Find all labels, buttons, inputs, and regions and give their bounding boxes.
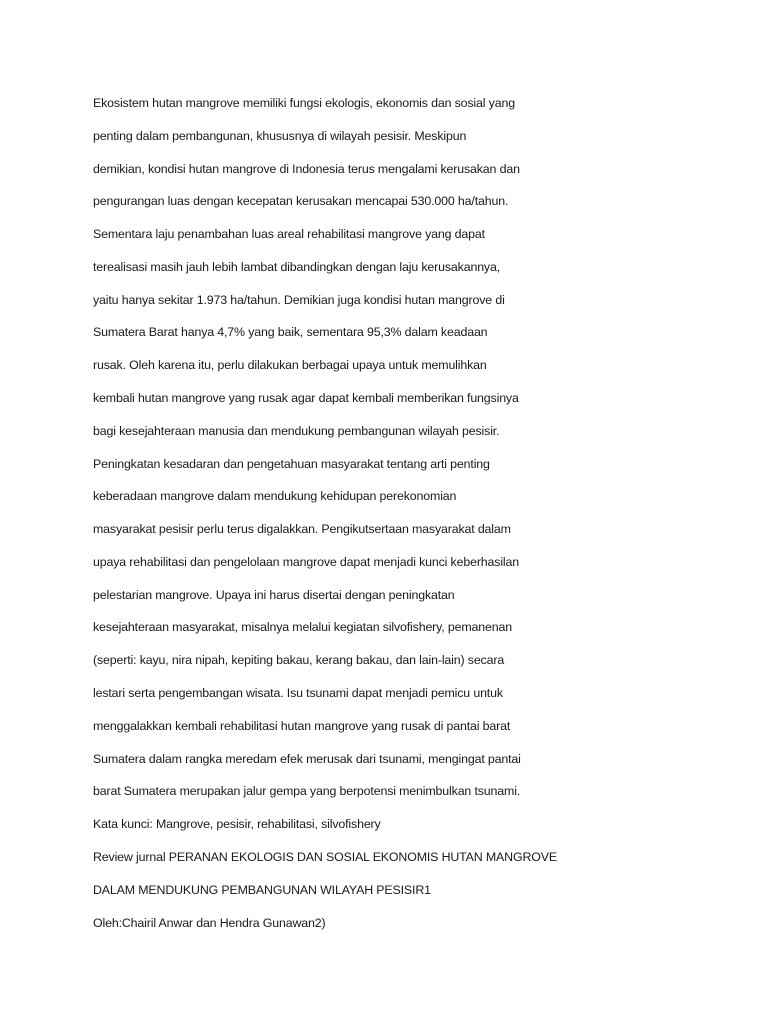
review-title-line: DALAM MENDUKUNG PEMBANGUNAN WILAYAH PESISIR1 xyxy=(93,883,431,897)
abstract-line: pengurangan luas dengan kecepatan kerusakan mencapai 530.000 ha/tahun. xyxy=(93,194,509,208)
abstract-line: Sumatera Barat hanya 4,7% yang baik, sementara 95,3% dalam keadaan xyxy=(93,325,488,339)
abstract-line: upaya rehabilitasi dan pengelolaan mangrove dapat menjadi kunci keberhasilan xyxy=(93,555,520,569)
abstract-line: masyarakat pesisir perlu terus digalakkan. Pengikutsertaan masyarakat dalam xyxy=(93,522,511,536)
review-title-line: Review jurnal PERANAN EKOLOGIS DAN SOSIAL EKONOMIS HUTAN MANGROVE xyxy=(93,850,557,864)
abstract-line: bagi kesejahteraan manusia dan mendukung pembangunan wilayah pesisir. xyxy=(93,424,500,438)
abstract-line: demikian, kondisi hutan mangrove di Indonesia terus mengalami kerusakan dan xyxy=(93,162,520,176)
abstract-line: Peningkatan kesadaran dan pengetahuan masyarakat tentang arti penting xyxy=(93,457,490,471)
abstract-line: keberadaan mangrove dalam mendukung kehidupan perekonomian xyxy=(93,489,457,503)
abstract-line: lestari serta pengembangan wisata. Isu tsunami dapat menjadi pemicu untuk xyxy=(93,686,503,700)
abstract-line: penting dalam pembangunan, khususnya di wilayah pesisir. Meskipun xyxy=(93,129,467,143)
keywords-line: Kata kunci: Mangrove, pesisir, rehabilitasi, silvofishery xyxy=(93,817,381,831)
abstract-line: Sementara laju penambahan luas areal rehabilitasi mangrove yang dapat xyxy=(93,227,485,241)
abstract-line: pelestarian mangrove. Upaya ini harus disertai dengan peningkatan xyxy=(93,588,455,602)
abstract-line: menggalakkan kembali rehabilitasi hutan mangrove yang rusak di pantai barat xyxy=(93,719,511,733)
abstract-line: (seperti: kayu, nira nipah, kepiting bakau, kerang bakau, dan lain-lain) secara xyxy=(93,653,505,667)
abstract-line: barat Sumatera merupakan jalur gempa yang berpotensi menimbulkan tsunami. xyxy=(93,784,521,798)
abstract-line: kembali hutan mangrove yang rusak agar dapat kembali memberikan fungsinya xyxy=(93,391,519,405)
abstract-line: Sumatera dalam rangka meredam efek merusak dari tsunami, mengingat pantai xyxy=(93,752,521,766)
authors-line: Oleh:Chairil Anwar dan Hendra Gunawan2) xyxy=(93,916,326,930)
abstract-line: kesejahteraan masyarakat, misalnya melalui kegiatan silvofishery, pemanenan xyxy=(93,620,512,634)
abstract-line: terealisasi masih jauh lebih lambat dibandingkan dengan laju kerusakannya, xyxy=(93,260,501,274)
abstract-line: Ekosistem hutan mangrove memiliki fungsi ekologis, ekonomis dan sosial yang xyxy=(93,96,515,110)
abstract-line: rusak. Oleh karena itu, perlu dilakukan berbagai upaya untuk memulihkan xyxy=(93,358,487,372)
abstract-line: yaitu hanya sekitar 1.973 ha/tahun. Demikian juga kondisi hutan mangrove di xyxy=(93,293,505,307)
